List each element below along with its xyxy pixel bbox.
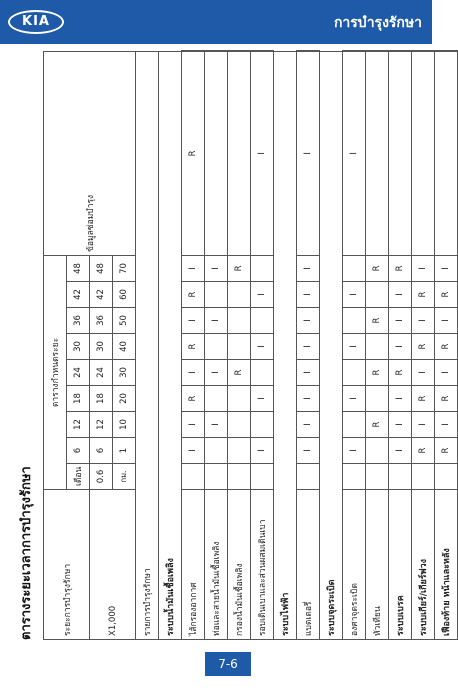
system-label: ระบบน้ำมันเชื้อเพลิง	[159, 51, 182, 639]
item-label: ไส้กรองอากาศ	[182, 490, 205, 640]
schedule-cell	[205, 464, 228, 490]
mile-cell: 24	[90, 360, 113, 386]
mile-cell: 18	[90, 386, 113, 412]
period-header: ระยะการบำรุงรักษา	[44, 490, 90, 640]
schedule-cell: R	[389, 255, 412, 281]
table-row	[182, 51, 205, 640]
schedule-cell: R	[366, 412, 389, 438]
schedule-cell: I	[343, 438, 366, 464]
schedule-cell: R	[366, 360, 389, 386]
schedule-cell: I	[251, 334, 274, 360]
schedule-cell: R	[435, 438, 458, 464]
schedule-cell	[435, 51, 458, 255]
schedule-cell: R	[228, 360, 251, 386]
note-cell	[389, 51, 412, 52]
system-label: ระบบไฟฟ้า	[274, 51, 297, 639]
schedule-cell: I	[182, 360, 205, 386]
table-row	[297, 51, 320, 640]
note-header: ข้อมูลซ่อมบำรุง	[44, 51, 136, 255]
schedule-cell	[228, 51, 251, 255]
schedule-cell: I	[182, 438, 205, 464]
schedule-cell	[205, 334, 228, 360]
schedule-cell: I	[251, 386, 274, 412]
schedule-cell	[228, 386, 251, 412]
item-label: รอบเดินเบาและส่วนผสมเดินเบา	[251, 490, 274, 640]
month-cell: 18	[67, 386, 90, 412]
schedule-cell: I	[297, 334, 320, 360]
mile-cell: 0.6	[90, 464, 113, 490]
schedule-cell: R	[412, 282, 435, 308]
schedule-cell	[205, 386, 228, 412]
schedule-cell: I	[251, 282, 274, 308]
schedule-cell: I	[297, 308, 320, 334]
schedule-cell: I	[297, 438, 320, 464]
page-number: 7-6	[205, 652, 251, 676]
schedule-cell: R	[228, 255, 251, 281]
schedule-cell: I	[435, 360, 458, 386]
table-row	[274, 51, 297, 640]
month-cell: 6	[67, 438, 90, 464]
table-row	[435, 51, 458, 640]
table-row	[205, 51, 228, 640]
item-header-row	[136, 51, 159, 640]
schedule-cell: R	[435, 282, 458, 308]
rotated-content	[15, 40, 452, 640]
table-row	[251, 51, 274, 640]
schedule-cell: I	[205, 308, 228, 334]
schedule-cell	[297, 464, 320, 490]
schedule-cell: R	[182, 334, 205, 360]
schedule-cell	[343, 464, 366, 490]
schedule-cell	[412, 464, 435, 490]
schedule-cell: I	[435, 412, 458, 438]
schedule-cell	[251, 255, 274, 281]
month-cell: 36	[67, 308, 90, 334]
schedule-cell: R	[412, 386, 435, 412]
schedule-cell	[366, 464, 389, 490]
schedule-cell	[251, 360, 274, 386]
schedule-cell: R	[412, 334, 435, 360]
schedule-cell: I	[435, 308, 458, 334]
note-cell	[435, 51, 458, 52]
schedule-cell	[182, 464, 205, 490]
schedule-cell	[366, 386, 389, 412]
interval-header: ตารางกำหนดระยะ	[44, 255, 67, 489]
table-row	[389, 51, 412, 640]
km-cell: 10	[113, 412, 136, 438]
schedule-cell	[228, 334, 251, 360]
schedule-cell: I	[297, 386, 320, 412]
schedule-cell: I	[343, 282, 366, 308]
schedule-cell: R	[435, 386, 458, 412]
item-label: องศาจุดระเบิด	[343, 490, 366, 640]
schedule-cell: I	[343, 386, 366, 412]
schedule-cell	[366, 51, 389, 255]
system-label: ระบบเกียร์/เกียร์พ่วง	[412, 490, 435, 640]
note-cell	[366, 51, 389, 52]
schedule-cell: I	[412, 308, 435, 334]
table-row	[159, 51, 182, 640]
header-title: การบำรุงรักษา	[333, 15, 422, 31]
schedule-cell: I	[389, 412, 412, 438]
section-title: ตารางระยะเวลาการบำรุงรักษา	[19, 466, 34, 640]
schedule-cell: I	[297, 255, 320, 281]
system-label: ระบบจุดระเบิด	[320, 51, 343, 639]
note-cell	[412, 51, 435, 52]
table-row	[366, 51, 389, 640]
schedule-cell: I	[343, 51, 366, 255]
schedule-cell: I	[343, 334, 366, 360]
km-cell: 50	[113, 308, 136, 334]
schedule-cell: I	[297, 51, 320, 255]
schedule-cell: I	[389, 282, 412, 308]
schedule-cell	[228, 282, 251, 308]
schedule-cell	[366, 438, 389, 464]
schedule-cell	[389, 464, 412, 490]
note-cell	[251, 51, 274, 52]
schedule-cell: I	[412, 412, 435, 438]
maintenance-schedule-table	[43, 50, 458, 640]
table-row	[228, 51, 251, 640]
schedule-cell: I	[182, 255, 205, 281]
schedule-cell: I	[205, 412, 228, 438]
schedule-cell: I	[182, 412, 205, 438]
schedule-cell: I	[389, 308, 412, 334]
km-unit: กม.	[113, 464, 136, 490]
month-cell: 48	[67, 255, 90, 281]
km-cell: 1	[113, 438, 136, 464]
schedule-cell	[366, 282, 389, 308]
mile-cell: 36	[90, 308, 113, 334]
schedule-cell	[251, 464, 274, 490]
table-row	[412, 51, 435, 640]
schedule-cell	[228, 412, 251, 438]
month-cell: 12	[67, 412, 90, 438]
schedule-cell: I	[389, 438, 412, 464]
km-cell: 70	[113, 255, 136, 281]
system-label: เฟืองท้าย หน้าและหลัง	[435, 490, 458, 640]
km-cell: 60	[113, 282, 136, 308]
note-cell	[343, 51, 366, 52]
month-cell: 42	[67, 282, 90, 308]
item-label: ท่อและสายน้ำมันเชื้อเพลิง	[205, 490, 228, 640]
schedule-cell: I	[205, 255, 228, 281]
schedule-cell	[228, 464, 251, 490]
schedule-cell: I	[389, 386, 412, 412]
system-label: ระบบเบรค	[389, 490, 412, 640]
schedule-cell: R	[182, 51, 205, 255]
schedule-cell	[412, 51, 435, 255]
schedule-cell: I	[435, 255, 458, 281]
month-cell: 24	[67, 360, 90, 386]
mile-cell: 12	[90, 412, 113, 438]
schedule-cell: R	[366, 308, 389, 334]
item-label: หัวเทียน	[366, 490, 389, 640]
schedule-cell	[228, 308, 251, 334]
mile-cell: 6	[90, 438, 113, 464]
schedule-cell: I	[297, 412, 320, 438]
month-label: เดือน	[67, 464, 90, 490]
schedule-cell: R	[182, 282, 205, 308]
note-cell	[182, 51, 205, 52]
schedule-cell: I	[205, 360, 228, 386]
schedule-cell: R	[435, 334, 458, 360]
schedule-cell	[435, 464, 458, 490]
mile-cell: 42	[90, 282, 113, 308]
schedule-cell	[343, 360, 366, 386]
table-row	[320, 51, 343, 640]
schedule-cell	[251, 308, 274, 334]
km-cell: 30	[113, 360, 136, 386]
table-row	[343, 51, 366, 640]
schedule-cell: I	[251, 51, 274, 255]
schedule-cell: I	[251, 438, 274, 464]
kia-logo: KIA	[8, 10, 64, 34]
note-cell	[205, 51, 228, 52]
schedule-cell: I	[389, 334, 412, 360]
schedule-cell	[366, 334, 389, 360]
schedule-cell	[251, 412, 274, 438]
schedule-cell	[343, 412, 366, 438]
schedule-cell	[389, 51, 412, 255]
schedule-cell: I	[297, 360, 320, 386]
header-row-period	[44, 51, 67, 640]
page-header	[0, 0, 432, 44]
schedule-cell	[205, 282, 228, 308]
schedule-cell: R	[182, 386, 205, 412]
month-cell: 30	[67, 334, 90, 360]
schedule-cell: R	[412, 438, 435, 464]
schedule-cell	[343, 308, 366, 334]
schedule-cell	[205, 438, 228, 464]
schedule-cell	[343, 255, 366, 281]
item-label: แบตเตอรี่	[297, 490, 320, 640]
schedule-cell: I	[182, 308, 205, 334]
schedule-cell: R	[389, 360, 412, 386]
schedule-cell: I	[297, 282, 320, 308]
schedule-cell	[228, 438, 251, 464]
schedule-cell: R	[366, 255, 389, 281]
mile-cell: 30	[90, 334, 113, 360]
note-cell	[228, 51, 251, 52]
km-cell: 40	[113, 334, 136, 360]
x-label: X1,000	[90, 490, 136, 640]
schedule-cell	[205, 51, 228, 255]
note-cell	[297, 51, 320, 52]
mile-cell: 48	[90, 255, 113, 281]
km-cell: 20	[113, 386, 136, 412]
item-label: กรองน้ำมันเชื้อเพลิง	[228, 490, 251, 640]
item-header: รายการบำรุงรักษา	[136, 51, 159, 639]
schedule-cell: I	[412, 255, 435, 281]
schedule-cell: I	[412, 360, 435, 386]
